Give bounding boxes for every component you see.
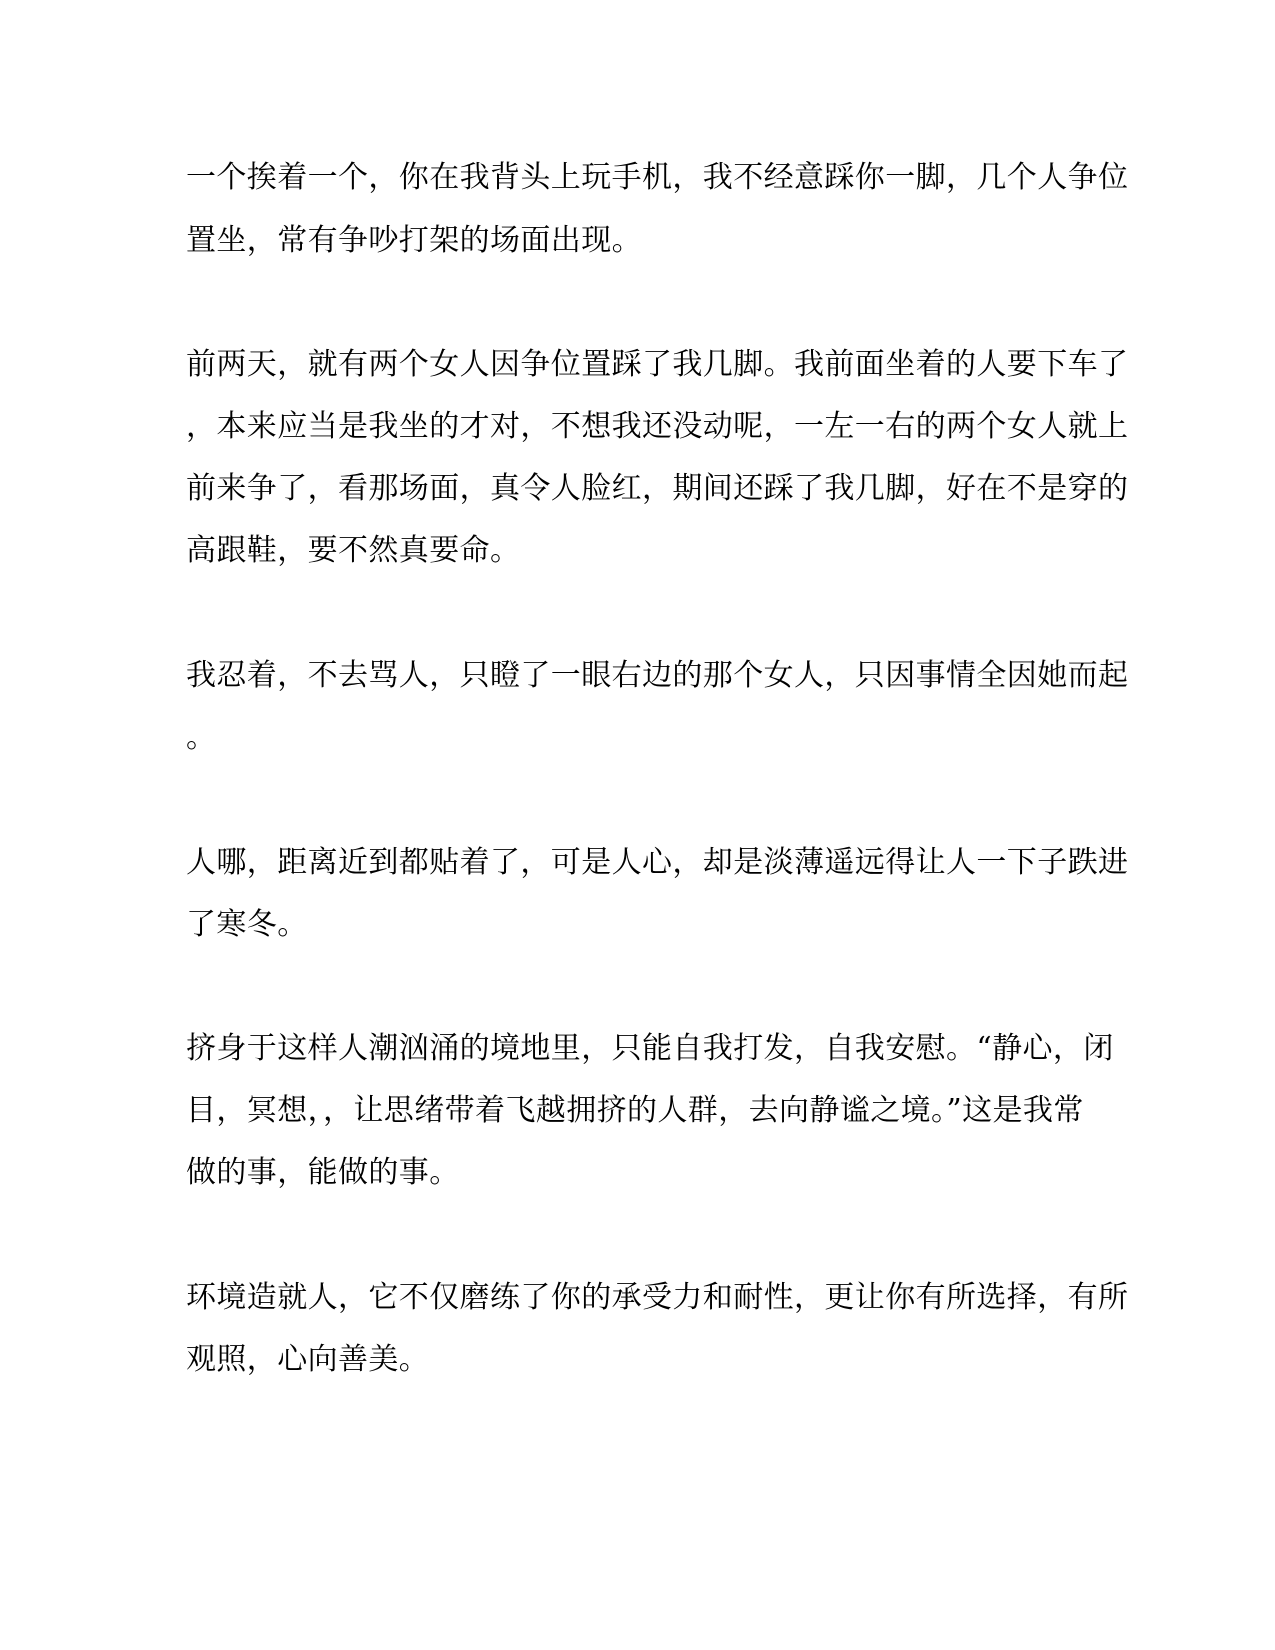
paragraph-5-line-2: 目，冥想，，让思绪带着飞越拥挤的人群，去向静谧之境。”这是我常 (186, 1093, 1084, 1128)
paragraph-2-line-3: 前来争了，看那场面，真令人脸红，期间还踩了我几脚，好在不是穿的 (186, 471, 1129, 506)
paragraph-2-line-4: 高跟鞋，要不然真要命。 (186, 533, 521, 568)
paragraph-6-line-2: 观照，心向善美。 (186, 1342, 430, 1377)
paragraph-2-line-1: 前两天，就有两个女人因争位置踩了我几脚。我前面坐着的人要下车了 (186, 347, 1129, 382)
paragraph-3-line-1: 我忍着，不去骂人，只瞪了一眼右边的那个女人，只因事情全因她而起 (186, 658, 1129, 693)
paragraph-1-line-1: 一个挨着一个，你在我背头上玩手机，我不经意踩你一脚，几个人争位 (186, 160, 1129, 195)
paragraph-4-line-2: 了寒冬。 (186, 907, 308, 942)
paragraph-4-line-1: 人哪，距离近到都贴着了，可是人心，却是淡薄遥远得让人一下子跌进 (186, 845, 1129, 880)
paragraph-5-line-3: 做的事，能做的事。 (186, 1155, 460, 1190)
paragraph-5-line-1: 挤身于这样人潮汹涌的境地里，只能自我打发，自我安慰。“静心，闭 (186, 1031, 1114, 1066)
paragraph-2-line-2: ，本来应当是我坐的才对，不想我还没动呢，一左一右的两个女人就上 (186, 409, 1129, 444)
paragraph-6-line-1: 环境造就人，它不仅磨练了你的承受力和耐性，更让你有所选择，有所 (186, 1280, 1129, 1315)
paragraph-3-line-2: 。 (186, 720, 217, 755)
paragraph-1-line-2: 置坐，常有争吵打架的场面出现。 (186, 223, 642, 258)
